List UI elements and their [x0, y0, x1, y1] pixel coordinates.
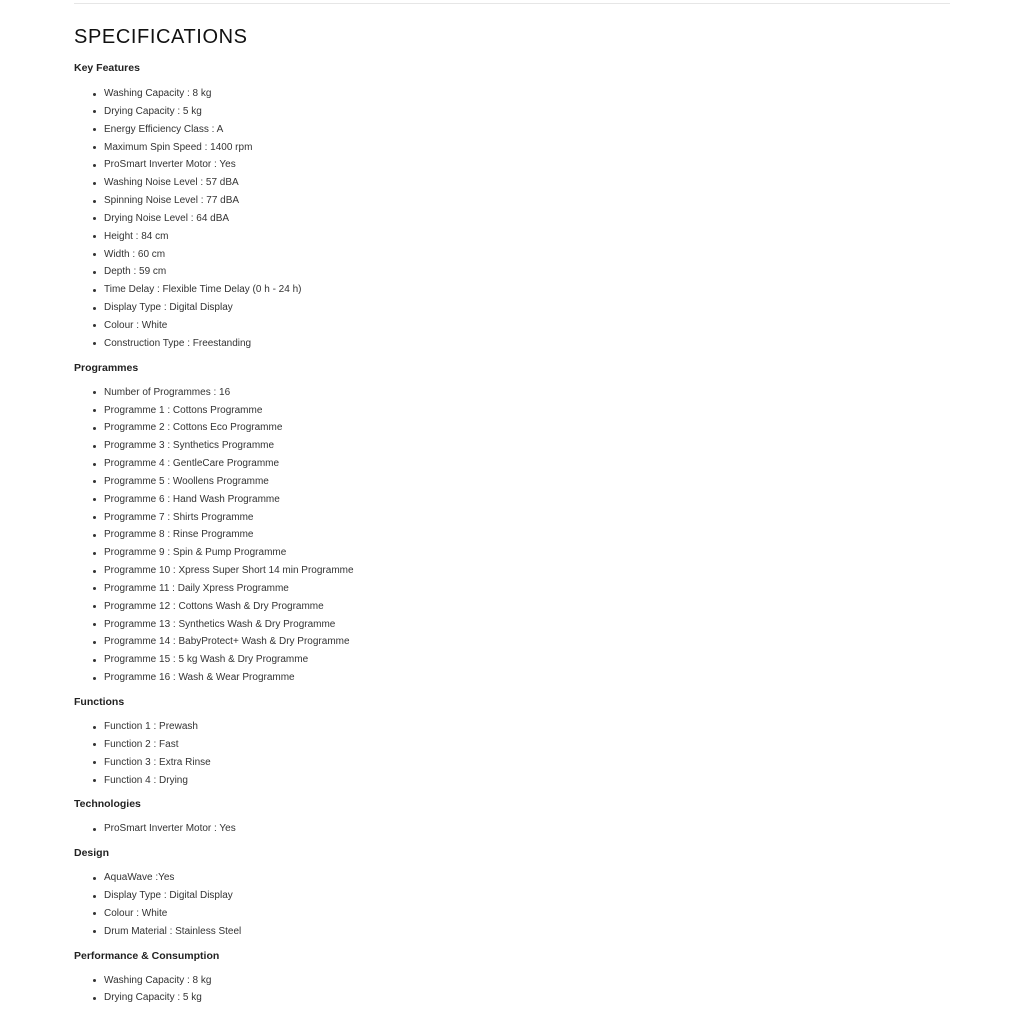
spec-item: Height : 84 cm: [93, 228, 950, 246]
spec-item: Programme 13 : Synthetics Wash & Dry Programme: [93, 616, 950, 634]
spec-list: [74, 384, 950, 687]
spec-item: Programme 4 : GentleCare Programme: [93, 455, 950, 473]
spec-item: Programme 1 : Cottons Programme: [93, 402, 950, 420]
spec-sections: [74, 59, 950, 1007]
top-divider: [74, 3, 950, 4]
spec-item: Function 1 : Prewash: [93, 718, 950, 736]
spec-item: ProSmart Inverter Motor : Yes: [93, 156, 950, 174]
spec-item: Maximum Spin Speed : 1400 rpm: [93, 139, 950, 157]
spec-item: Programme 7 : Shirts Programme: [93, 509, 950, 527]
section-title: Technologies: [74, 798, 141, 811]
spec-section: [74, 795, 950, 838]
spec-item: Programme 3 : Synthetics Programme: [93, 437, 950, 455]
spec-section: [74, 844, 950, 940]
spec-section: [74, 693, 950, 789]
spec-item: Programme 11 : Daily Xpress Programme: [93, 580, 950, 598]
spec-item: Programme 9 : Spin & Pump Programme: [93, 544, 950, 562]
spec-list: [74, 869, 950, 940]
page-title: SPECIFICATIONS: [74, 26, 248, 48]
spec-item: Spinning Noise Level : 77 dBA: [93, 192, 950, 210]
section-title: Design: [74, 847, 110, 860]
spec-item: Function 2 : Fast: [93, 736, 950, 754]
spec-item: Function 3 : Extra Rinse: [93, 754, 950, 772]
spec-item: Display Type : Digital Display: [93, 299, 950, 317]
spec-item: Washing Capacity : 8 kg: [93, 972, 950, 990]
spec-item: Programme 8 : Rinse Programme: [93, 526, 950, 544]
spec-item: Programme 10 : Xpress Super Short 14 min Programme: [93, 562, 950, 580]
spec-list: [74, 972, 950, 1008]
spec-list: [74, 718, 950, 789]
spec-item: Colour : White: [93, 905, 950, 923]
spec-item: Washing Capacity : 8 kg: [93, 85, 950, 103]
spec-item: Programme 5 : Woollens Programme: [93, 473, 950, 491]
specifications-panel: [74, 22, 950, 1007]
spec-item: Programme 6 : Hand Wash Programme: [93, 491, 950, 509]
spec-item: Drum Material : Stainless Steel: [93, 923, 950, 941]
spec-item: Energy Efficiency Class : A: [93, 121, 950, 139]
spec-item: Programme 14 : BabyProtect+ Wash & Dry Programme: [93, 633, 950, 651]
spec-item: ProSmart Inverter Motor : Yes: [93, 820, 950, 838]
spec-section: [74, 947, 950, 1008]
spec-item: Time Delay : Flexible Time Delay (0 h - 24 h): [93, 281, 950, 299]
spec-item: Function 4 : Drying: [93, 772, 950, 790]
spec-item: Depth : 59 cm: [93, 263, 950, 281]
spec-section: [74, 59, 950, 353]
spec-item: Drying Capacity : 5 kg: [93, 103, 950, 121]
spec-section: [74, 359, 950, 687]
spec-item: Width : 60 cm: [93, 246, 950, 264]
spec-item: Programme 15 : 5 kg Wash & Dry Programme: [93, 651, 950, 669]
spec-item: Programme 16 : Wash & Wear Programme: [93, 669, 950, 687]
spec-item: Number of Programmes : 16: [93, 384, 950, 402]
spec-item: Construction Type : Freestanding: [93, 335, 950, 353]
spec-item: Display Type : Digital Display: [93, 887, 950, 905]
spec-item: Programme 12 : Cottons Wash & Dry Programme: [93, 598, 950, 616]
spec-item: Drying Noise Level : 64 dBA: [93, 210, 950, 228]
spec-item: Washing Noise Level : 57 dBA: [93, 174, 950, 192]
spec-item: AquaWave :Yes: [93, 869, 950, 887]
spec-item: Colour : White: [93, 317, 950, 335]
spec-list: [74, 820, 950, 838]
spec-item: Drying Capacity : 5 kg: [93, 989, 950, 1007]
section-title: Key Features: [74, 62, 140, 74]
section-title: Functions: [74, 696, 125, 708]
spec-list: [74, 85, 950, 353]
spec-item: Programme 2 : Cottons Eco Programme: [93, 419, 950, 437]
section-title: Programmes: [74, 361, 139, 374]
section-title: Performance & Consumption: [74, 949, 220, 962]
